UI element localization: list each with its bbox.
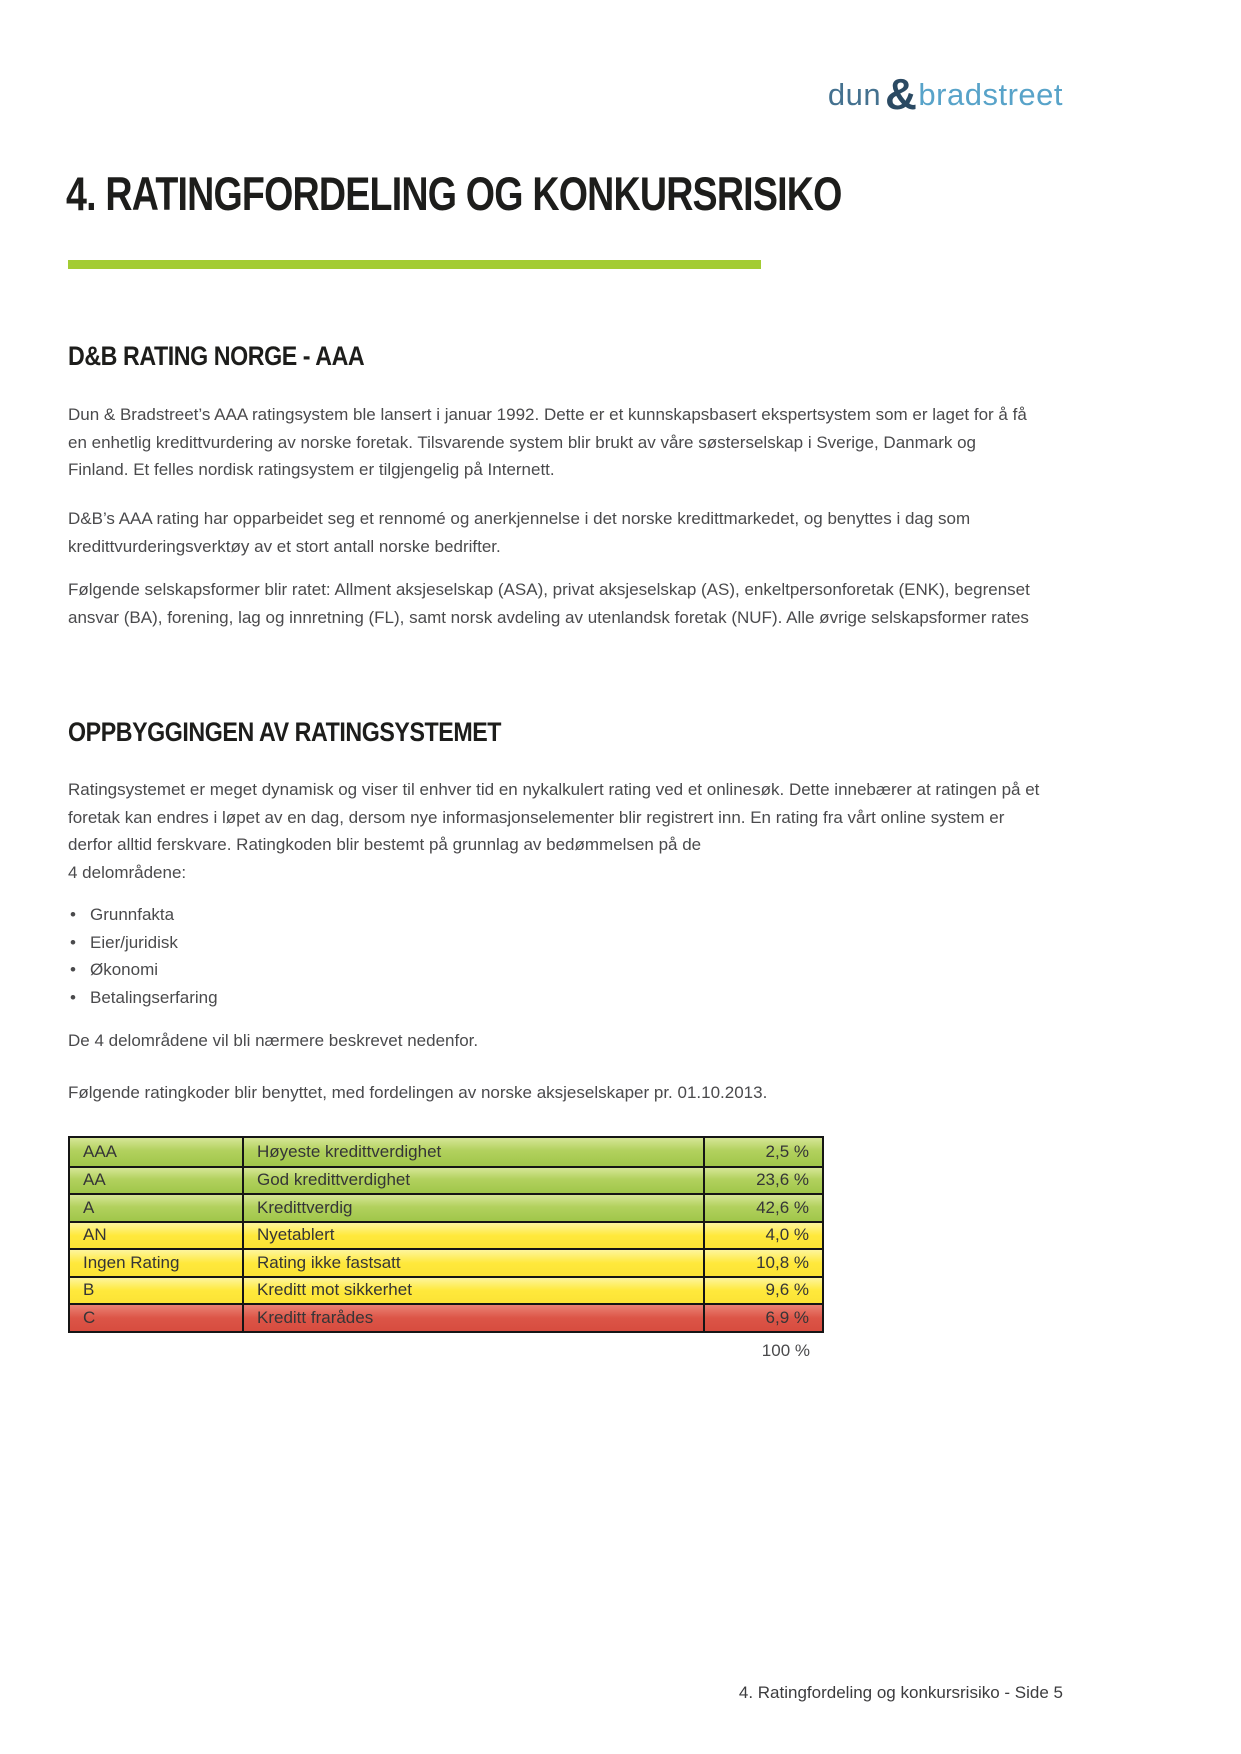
rating-code-cell: A (70, 1195, 244, 1221)
section-heading-oppbyggingen: OPPBYGGINGEN AV RATINGSYSTEMET (68, 717, 502, 747)
rating-percent-cell: 6,9 % (765, 1307, 809, 1327)
logo-text-dun: dun (827, 77, 882, 112)
rating-distribution-table (68, 1136, 824, 1333)
table-row (70, 1193, 822, 1221)
rating-description-cell: Kreditt mot sikkerhet (244, 1278, 705, 1304)
rating-code-cell: C (70, 1305, 244, 1331)
list-item-label: Betalingserfaring (90, 987, 218, 1007)
bullet-icon: • (70, 960, 76, 979)
page-title: 4. RATINGFORDELING OG KONKURSRISIKO (66, 167, 842, 220)
paragraph-subareas-note: De 4 delområdene vil bli nærmere beskrevet nedenfor. (68, 1031, 479, 1050)
rating-code-cell: Ingen Rating (70, 1250, 244, 1276)
rating-percent-cell: 4,0 % (765, 1225, 809, 1245)
table-row (70, 1138, 822, 1166)
table-row (70, 1303, 822, 1331)
rating-description-cell: Nyetablert (244, 1223, 705, 1249)
rating-percent-cell: 23,6 % (756, 1170, 809, 1190)
rating-description-cell: Kredittverdig (244, 1195, 705, 1221)
list-item-label: Eier/juridisk (90, 932, 178, 952)
dun-bradstreet-logo (827, 66, 1063, 119)
rating-code-cell: B (70, 1278, 244, 1304)
paragraph-table-intro: Følgende ratingkoder blir benyttet, med fordelingen av norske aksjeselskaper pr. 01.10.2013. (68, 1083, 768, 1102)
subareas-bullet-list (70, 905, 218, 1015)
rating-code-cell: AA (70, 1168, 244, 1194)
bullet-icon: • (70, 905, 76, 924)
title-accent-rule (68, 260, 761, 269)
table-total-percent: 100 % (761, 1341, 810, 1360)
logo-text-bradstreet: bradstreet (918, 77, 1063, 112)
list-item (70, 960, 218, 988)
list-item-label: Økonomi (90, 960, 159, 979)
rating-code-cell: AN (70, 1223, 244, 1249)
rating-description-cell: Kreditt frarådes (244, 1305, 705, 1331)
table-row (70, 1276, 822, 1304)
rating-percent-cell: 10,8 % (756, 1252, 809, 1272)
section-heading-db-rating-norge: D&B RATING NORGE - AAA (68, 341, 365, 371)
paragraph-company-forms: Følgende selskapsformer blir ratet: Allment aksjeselskap (ASA), privat aksjeselskap (AS), enkeltpersonforetak (ENK), begrenset ansvar (BA), forening, lag og innretning (FL), samt norsk avdeling av utenlandsk foretak (NUF). Alle øvrige selskapsformer rates (68, 580, 1030, 627)
table-row (70, 1221, 822, 1249)
logo-ampersand-icon: & (885, 70, 918, 119)
list-item (70, 933, 218, 961)
paragraph-system-dynamic-text: Ratingsystemet er meget dynamisk og viser til enhver tid en nykalkulert rating ved et onlinesøk. Dette innebærer at ratingen på et foretak kan endres i løpet av en dag, dersom nye informasjonselementer blir registrert inn. En rating fra vårt online system er derfor alltid ferskvare. Ratingkoden blir bestemt på grunnlag av bedømmelsen på de (68, 780, 1040, 854)
list-item (70, 988, 218, 1016)
paragraph-rating-intro: Dun & Bradstreet’s AAA ratingsystem ble lansert i januar 1992. Dette er et kunnskapsbasert ekspertsystem som er laget for å få en enhetlig kredittvurdering av norske foretak. Tilsvarende system blir brukt av våre søsterselskap i Sverige, Danmark og Finland. Et felles nordisk ratingsystem er tilgjengelig på Internett. (68, 405, 1027, 479)
bullet-icon: • (70, 932, 76, 952)
page-footer: 4. Ratingfordeling og konkursrisiko - Side 5 (738, 1683, 1063, 1702)
rating-percent-cell: 42,6 % (756, 1197, 809, 1217)
list-item-label: Grunnfakta (90, 905, 175, 924)
rating-description-cell: Høyeste kredittverdighet (244, 1138, 705, 1166)
paragraph-system-dynamic (68, 776, 1040, 886)
table-row (70, 1248, 822, 1276)
paragraph-rating-reputation: D&B’s AAA rating har opparbeidet seg et rennomé og anerkjennelse i det norske kredittmarkedet, og benyttes i dag som kredittvurderingsverktøy av et stort antall norske bedrifter. (68, 509, 971, 556)
rating-description-cell: Rating ikke fastsatt (244, 1250, 705, 1276)
bullet-icon: • (70, 987, 76, 1007)
rating-percent-cell: 2,5 % (765, 1141, 809, 1161)
rating-percent-cell: 9,6 % (765, 1280, 809, 1300)
list-item (70, 905, 218, 933)
table-row (70, 1166, 822, 1194)
rating-code-cell: AAA (70, 1138, 244, 1166)
rating-description-cell: God kredittverdighet (244, 1168, 705, 1194)
paragraph-system-dynamic-lastline: 4 delområdene: (68, 862, 187, 882)
